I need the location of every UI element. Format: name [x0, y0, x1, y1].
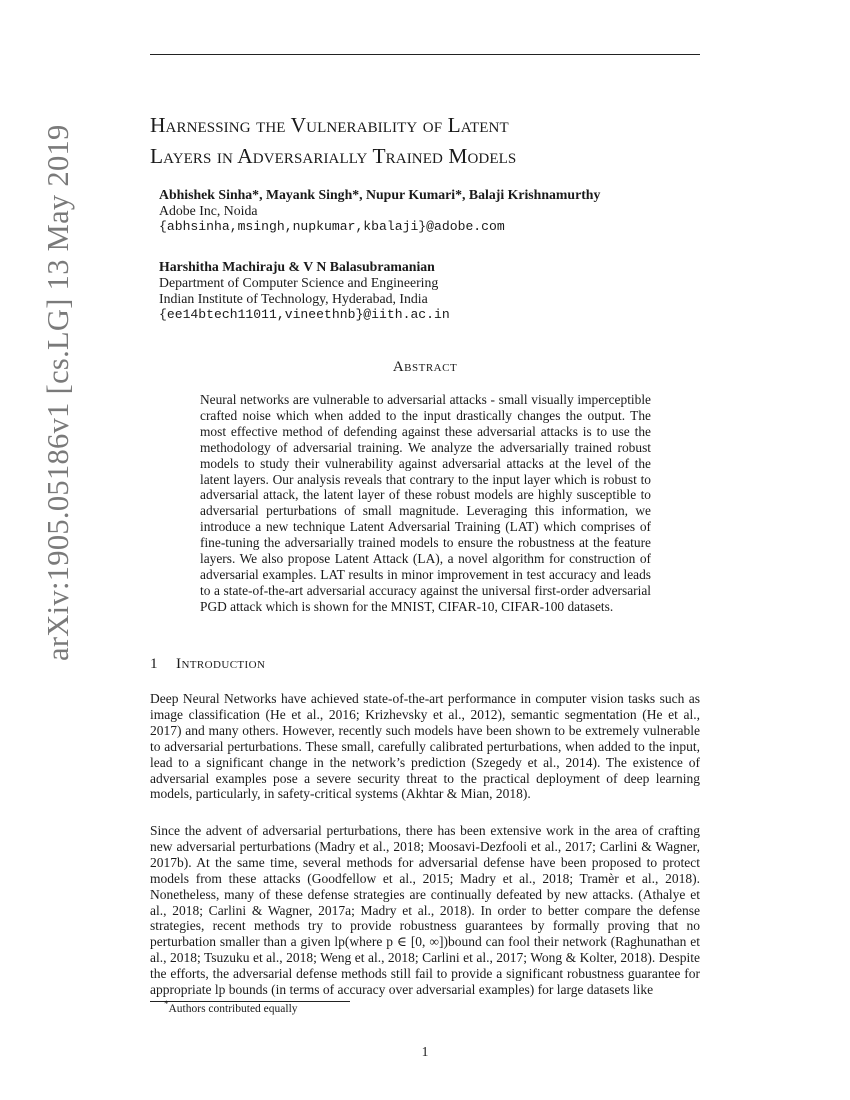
- author-names: Harshitha Machiraju & V N Balasubramanian: [159, 259, 435, 274]
- affiliation-institute: Indian Institute of Technology, Hyderabad, India: [159, 291, 428, 306]
- title-line-1: Harnessing the Vulnerability of Latent: [150, 113, 509, 137]
- author-group-iith: [159, 259, 450, 323]
- affiliation-department: Department of Computer Science and Engineering: [159, 275, 439, 290]
- affiliation: Adobe Inc, Noida: [159, 203, 258, 218]
- footnote-text: Authors contributed equally: [168, 1003, 298, 1015]
- arxiv-identifier: arXiv:1905.05186v1 [cs.LG] 13 May 2019: [41, 124, 75, 661]
- author-names: Abhishek Sinha*, Mayank Singh*, Nupur Kumari*, Balaji Krishnamurthy: [159, 187, 601, 202]
- title-line-2: Layers in Adversarially Trained Models: [150, 144, 517, 168]
- section-heading-introduction: [150, 655, 265, 673]
- author-emails: {ee14btech11011,vineethnb}@iith.ac.in: [159, 307, 450, 322]
- section-number: 1: [150, 655, 158, 672]
- intro-paragraph-1: Deep Neural Networks have achieved state-of-the-art performance in computer vision tasks such as image classification (He et al., 2016; Krizhevsky et al., 2012), semantic segmentation (He et al., 2017) and many others. However, recently such models have been shown to be extremely vulnerable to adversarial perturbations. These small, carefully calibrated perturbations, when added to the input, lead to a significant change in the network’s prediction (Szegedy et al., 2014). The existence of adversarial examples pose a severe security threat to the practical deployment of deep learning models, particularly, in safety-critical systems (Akhtar & Mian, 2018).: [150, 691, 700, 802]
- section-title: Introduction: [176, 655, 266, 672]
- author-emails: {abhsinha,msingh,nupkumar,kbalaji}@adobe.com: [159, 219, 505, 234]
- abstract-heading: Abstract: [392, 359, 458, 375]
- footnote-marker: *: [164, 999, 169, 1010]
- top-rule: [150, 54, 700, 55]
- page-number: 1: [421, 1044, 429, 1059]
- intro-paragraph-2: Since the advent of adversarial perturbations, there has been extensive work in the area of crafting new adversarial perturbations (Madry et al., 2018; Moosavi-Dezfooli et al., 2017; Carlini & Wagner, 2017b). At the same time, several methods for adversarial defense have been proposed to protect models from these attacks (Goodfellow et al., 2015; Madry et al., 2018; Tramèr et al., 2018). Nonetheless, many of these defense strategies are continually defeated by new attacks. (Athalye et al., 2018; Carlini & Wagner, 2017a; Madry et al., 2018). In order to better compare the defense strategies, recent methods try to provide robustness guarantees by formally proving that no perturbation smaller than a given lp(where p ∈ [0, ∞])bound can fool their network (Raghunathan et al., 2018; Tsuzuku et al., 2018; Weng et al., 2018; Carlini et al., 2017; Wong & Kolter, 2018). Despite the efforts, the adversarial defense methods still fail to provide a significant robustness guarantee for appropriate lp bounds (in terms of accuracy over adversarial examples) for large datasets like: [150, 823, 700, 998]
- author-group-adobe: [159, 187, 600, 235]
- paper-title: [150, 110, 710, 172]
- footnote: [164, 999, 298, 1016]
- abstract-text: Neural networks are vulnerable to adversarial attacks - small visually imperceptible crafted noise which when added to the input drastically changes the output. The most effective method of defending against these adversarial attacks is to use the methodology of adversarial training. We analyze the adversarially trained robust models to study their vulnerability against adversarial attacks at the level of the latent layers. Our analysis reveals that contrary to the input layer which is robust to adversarial attack, the latent layer of these robust models are highly susceptible to adversarial perturbations of small magnitude. Leveraging this information, we introduce a new technique Latent Adversarial Training (LAT) which comprises of fine-tuning the adversarially trained models to ensure the robustness at the feature layers. We also propose Latent Attack (LA), a novel algorithm for construction of adversarial examples. LAT results in minor improvement in test accuracy and leads to a state-of-the-art adversarial accuracy against the universal first-order adversarial PGD attack which is shown for the MNIST, CIFAR-10, CIFAR-100 datasets.: [200, 392, 651, 614]
